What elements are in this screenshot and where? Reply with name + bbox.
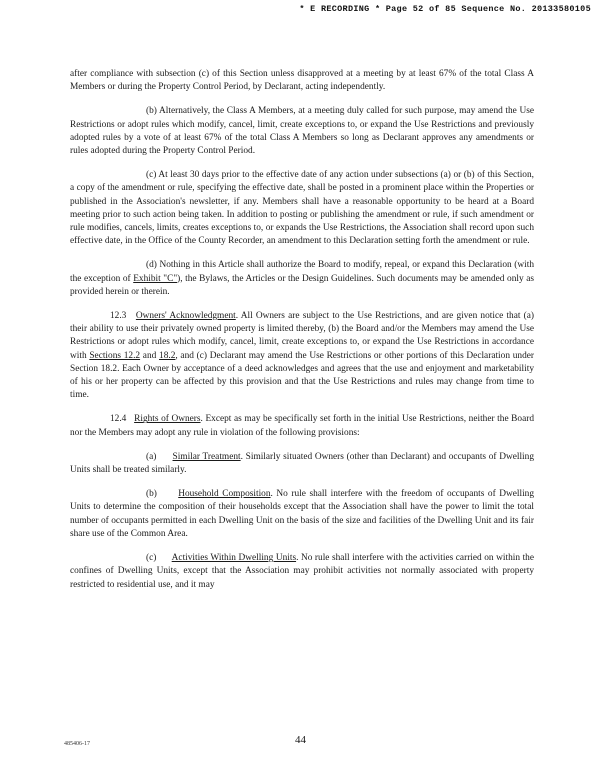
paragraph-12-4-c [70,552,534,592]
item-label: (a) [146,451,157,462]
paragraph-continuation: after compliance with subsection (c) of this Section unless disapproved at a meeting by at least 67% of the total Class A Members or during the Property Control Period, by Declarant, acting independently. [70,69,534,93]
item-label: (b) [146,489,157,500]
section-12-4 [70,413,534,439]
item-title: Household Composition [178,489,271,500]
page-number: 44 [295,734,306,746]
section-number: 12.4 [110,414,127,425]
text: , and (c) Declarant may amend the Use Restrictions or other portions of this Declaration under Section 18.2. Each Owner by acceptance of a deed acknowledges and agrees that the use and enjoyment and marketability of his or her property can be affected by this provision and that the Use Restrictions and rules may change from time to time. [70,350,534,401]
paragraph-12-4-a [70,451,534,477]
text: . All Owners are subject to the Use Restrictions, and are given notice that (a) their ability to use their privately owned property is limited thereby, (b) the Board and/or the Members may amend the Use Restrictions or adopt rules which modify, cancel, limit, create exceptions to, or expand the Use Restrictions in accordance with [70,311,535,361]
document-code: 485406-17 [64,741,90,747]
section-18-2-reference: 18.2 [159,350,176,361]
item-label: (c) [146,553,157,564]
text: . Similarly situated Owners (other than Declarant) and occupants of Dwelling Units shall be treated similarly. [70,451,534,476]
paragraph-12-2-c: (c) At least 30 days prior to the effective date of any action under subsections (a) or (b) of this Section, a copy of the amendment or rule, specifying the effective date, shall be posted in a prominent place within the Properties or published in the Association's newsletter, if any. Members shall have a reasonable opportunity to be heard at a Board meeting prior to such action being taken. In addition to posting or publishing the amendment or rule, if such amendment or rule modifies, cancels, limits, creates exceptions to, or expands the Use Restrictions, the Association shall record upon such effective date, in the Office of the County Recorder, an amendment to this Declaration setting forth the amendment or rule. [70,170,534,247]
text: . No rule shall interfere with the freedom of occupants of Dwelling Units to determine the composition of their households except that the Association shall have the power to limit the total number of occupants permitted in each Dwelling Unit on the basis of the size and facilities of the Dwelling Unit and its fair share use of the Common Area. [70,489,535,539]
item-title: Similar Treatment [172,451,241,462]
paragraph-12-4-b [70,488,534,541]
recording-header: * E RECORDING * Page 52 of 85 Sequence No. 20133580105 [299,4,591,14]
text: . No rule shall interfere with the activities carried on within the confines of Dwelling Units, except that the Association may prohibit activities not normally associated with property restricted to residential use, and it may [70,553,534,590]
text: and [140,350,160,361]
item-title: Activities Within Dwelling Units [171,553,297,564]
text: (d) Nothing in this Article shall authorize the Board to modify, repeal, or expand this Declaration (with the exception of [70,260,534,284]
section-title: Owners' Acknowledgment [135,311,236,322]
sections-reference: Sections 12.2 [89,350,141,361]
text: . Except as may be specifically set forth in the initial Use Restrictions, neither the Board nor the Members may adopt any rule in violation of the following provisions: [70,414,535,438]
section-12-3 [70,310,534,402]
exhibit-c-reference: Exhibit "C" [133,273,178,284]
paragraph-12-2-b: (b) Alternatively, the Class A Members, at a meeting duly called for such purpose, may amend the Use Restrictions or adopt rules which modify, cancel, limit, create exceptions to, or expand the Use Restrictions and previously adopted rules by a vote of at least 67% of the total Class A Members so long as Declarant approves any amendments or rules adopted during the Property Control Period. [70,106,534,157]
text: ), the Bylaws, the Articles or the Design Guidelines. Such documents may be amended only as provided herein or therein. [70,273,534,297]
section-number: 12.3 [110,311,127,322]
document-body [70,68,534,603]
section-title: Rights of Owners [134,414,201,425]
paragraph-12-2-d [70,259,534,299]
